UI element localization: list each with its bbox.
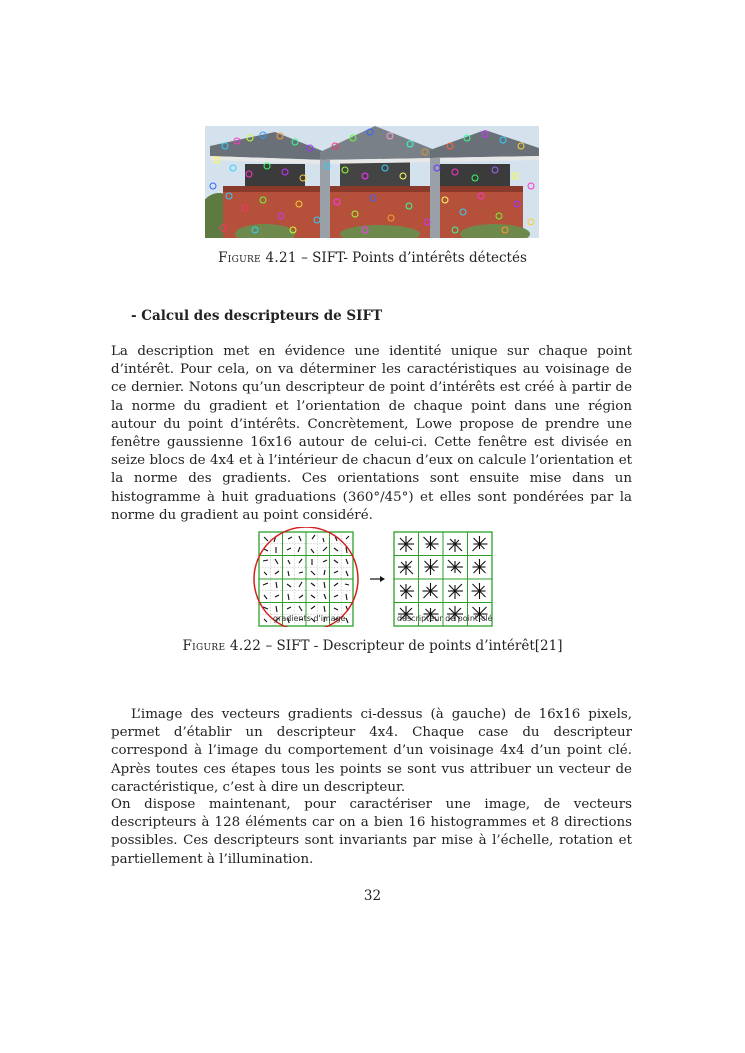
gradients-label: gradients d'image xyxy=(273,614,346,623)
figure-21-text: – SIFT- Points d’intérêts détectés xyxy=(296,250,527,266)
figure-22-label: Figure 4.22 xyxy=(182,638,262,654)
gradient-grid xyxy=(254,527,358,627)
sift-keypoints-photo xyxy=(205,126,539,238)
paragraph-gradients: L’image des vecteurs gradients ci-dessus (à gauche) de 16x16 pixels, permet d’établir un descripteur 4x4. Chaque case du descripteur correspond à l’image du comportement d’un voisinage 4x4 d’un point clé. Après toutes ces étapes tous les points se sont vus attribuer un vecteur de caractéristique, c’est à dire un descripteur. xyxy=(111,707,632,795)
paragraph-vectors: On dispose maintenant, pour caractériser une image, de vecteurs descripteurs à 128 éléments car on a bien 16 histogrammes et 8 directions possibles. Ces descripteurs sont invariants par mise à l’échelle, rotation et partiellement à l’illumination. xyxy=(111,797,632,867)
figure-21-label: Figure 4.21 xyxy=(218,250,297,266)
descriptor-label: descripteur de point-clé xyxy=(397,614,493,623)
page-number: 32 xyxy=(363,888,382,904)
figure-21-caption xyxy=(0,250,745,266)
arrow-icon xyxy=(370,576,385,582)
sift-descriptor-diagram xyxy=(252,527,498,627)
paragraph-description: La description met en évidence une identité unique sur chaque point d’intérêt. Pour cela, on va déterminer les caractéristiques au voisinage de ce dernier. Notons qu’un descripteur de point d’intérêts est créé à partir de la norme du gradient et l’orientation de chaque point dans une région autour du point d’intérêts. Concrètement, Lowe propose de prendre une fenêtre gaussienne 16x16 autour de celui-ci. Cette fenêtre est divisée en seize blocs de 4x4 et à l’intérieur de chacun d’eux on calcule l’orientation et la norme des gradients. Ces orientations sont ensuite mise dans un histogramme à huit graduations (360°/45°) et elles sont pondérées par la norme du gradient au point considéré. xyxy=(111,344,632,523)
section-heading: - Calcul des descripteurs de SIFT xyxy=(131,308,383,324)
figure-22-caption xyxy=(0,638,745,654)
figure-22-text: – SIFT - Descripteur de points d’intérêt[21] xyxy=(261,638,563,654)
descriptor-grid xyxy=(394,532,492,626)
